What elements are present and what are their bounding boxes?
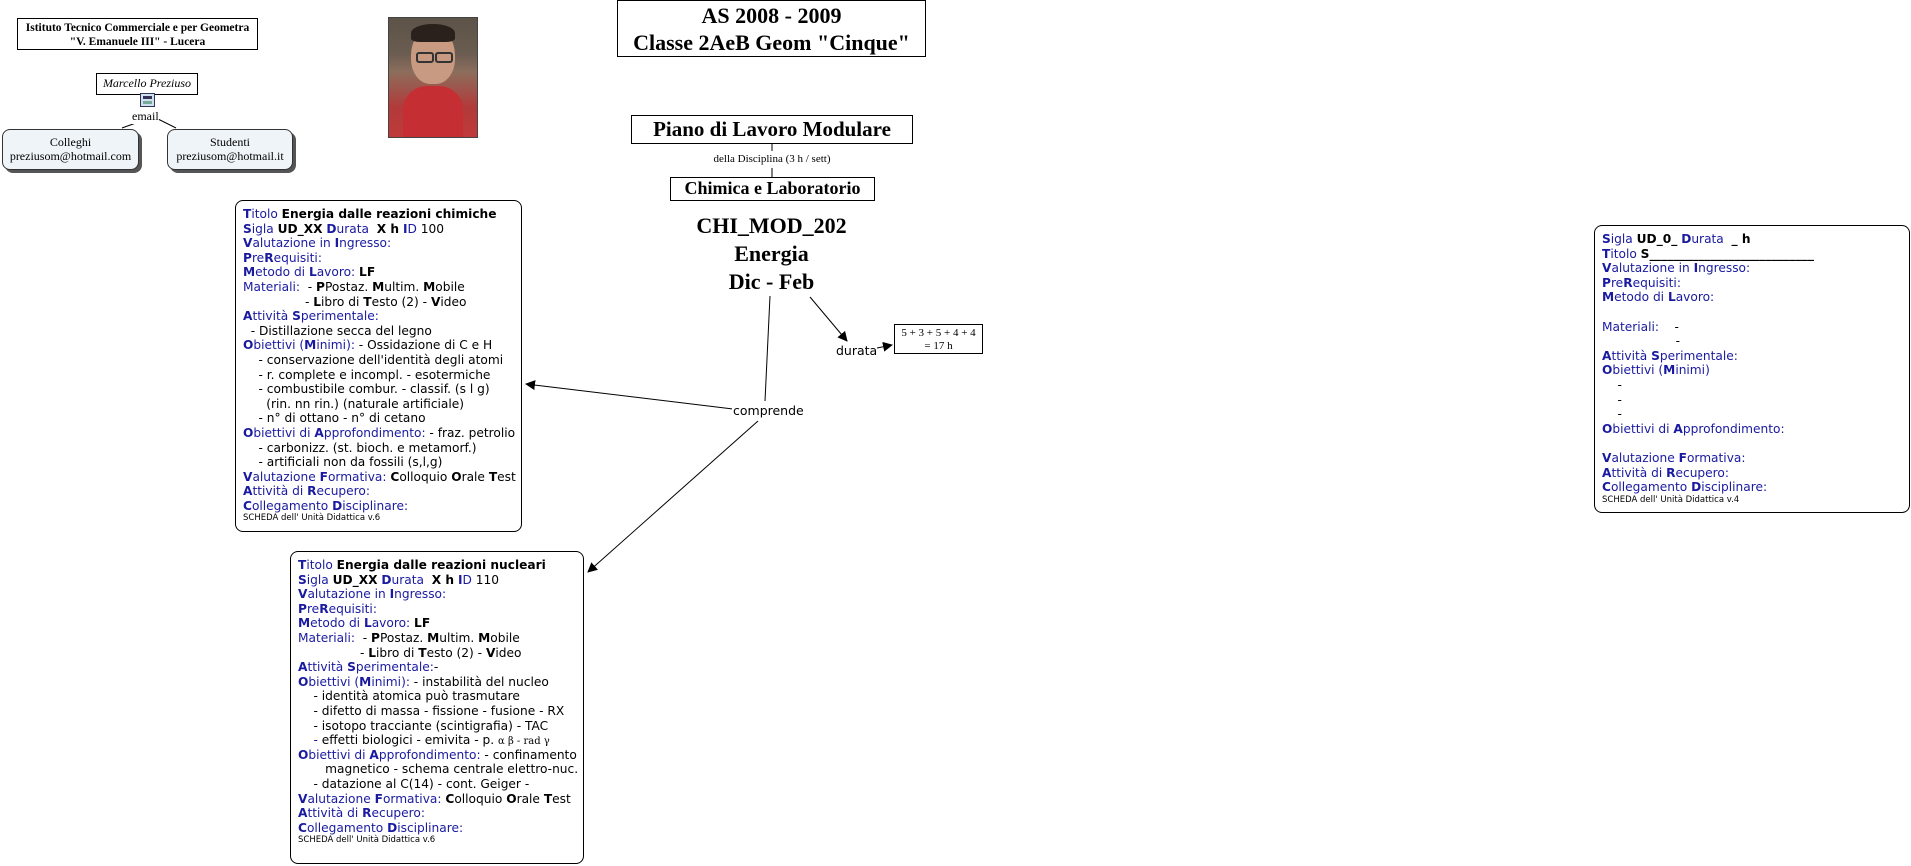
header-box xyxy=(617,0,926,57)
school-location: "V. Emanuele III" - Lucera xyxy=(69,36,206,48)
duration-box xyxy=(894,324,983,354)
unit-card-template[interactable]: Sigla UD_0_ Durata _ h Titolo S___________________________ Valutazione in Ingresso: PreRequisiti: Metodo di Lavoro: Materiali: - - Attività Sperimentale: Obiettivi (Minimi) - - - Obiettivi di Approfondimento: Valutazione Formativa: Attività di Recupero: Collegamento Disciplinare: SCHEDA dell' Unità Didattica v.4 xyxy=(1594,225,1910,513)
school-name: Istituto Tecnico Commerciale e per Geometra xyxy=(25,22,250,34)
unit-card-nuclear[interactable]: Titolo Energia dalle reazioni nucleari Sigla UD_XX Durata X h ID 110 Valutazione in Ingresso: PreRequisiti: Metodo di Lavoro: LF Materiali: - PPostaz. Multim. Mobile - Libro di Testo (2) - Video Attività Sperimentale:- Obiettivi (Minimi): - instabilità del nucleo - identità atomica può trasmutare - difetto di massa - fissione - fusione - RX - isotopo tracciante (scintigrafia) - TAC - effetti biologici - emivita - p. α β - rad γ Obiettivi di Approfondimento: - confinamento magnetico - schema centrale elettro-nuc. - datazione al C(14) - cont. Geiger - Valutazione Formativa: Colloquio Orale Test Attività di Recupero: Collegamento Disciplinare: SCHEDA dell' Unità Didattica v.6 xyxy=(290,551,584,864)
unit-card-chemical[interactable]: Titolo Energia dalle reazioni chimiche Sigla UD_XX Durata X h ID 100 Valutazione in Ingresso: PreRequisiti: Metodo di Lavoro: LF Materiali: - PPostaz. Multim. Mobile - Libro di Testo (2) - Video Attività Sperimentale: - Distillazione secca del legno Obiettivi (Minimi): - Ossidazione di C e H - conservazione dell'identità degli atomi - r. complete e incompl. - esotermiche - combustibile combur. - classif. (s l g) (rin. nn rin.) (naturale artificiale) - n° di ottano - n° di cetano Obiettivi di Approfondimento: - fraz. petrolio - carbonizz. (st. bioch. e metamorf.) - artificiali non da fossili (s,l,g) Valutazione Formativa: Colloquio Orale Test Attività di Recupero: Collegamento Disciplinare: SCHEDA dell' Unità Didattica v.6 xyxy=(235,200,522,532)
email-label: email xyxy=(132,109,159,123)
module-block xyxy=(670,212,873,296)
author-name: Marcello Preziuso xyxy=(102,76,192,90)
school-box xyxy=(17,18,258,50)
plan-link-label: della Disciplina (3 h / sett) xyxy=(713,153,831,165)
contact-colleghi[interactable] xyxy=(2,129,139,170)
contact-colleghi-email[interactable]: preziusom@hotmail.com xyxy=(9,149,132,163)
module-name: Energia xyxy=(734,241,809,266)
contact-studenti[interactable] xyxy=(167,129,293,170)
subject-name: Chimica e Laboratorio xyxy=(684,178,861,198)
card1-footer: SCHEDA dell' Unità Didattica v.6 xyxy=(243,513,381,524)
card1-title: Energia dalle reazioni chimiche xyxy=(281,207,497,221)
contact-colleghi-label: Colleghi xyxy=(49,135,92,149)
duration-sum: 5 + 3 + 5 + 4 + 4 xyxy=(901,327,976,339)
contact-studenti-email[interactable]: preziusom@hotmail.it xyxy=(176,149,284,163)
module-code: CHI_MOD_202 xyxy=(696,213,847,238)
email-icon[interactable] xyxy=(140,93,155,107)
module-period: Dic - Feb xyxy=(728,269,815,294)
card2-title: Energia dalle reazioni nucleari xyxy=(336,558,546,572)
contact-studenti-label: Studenti xyxy=(209,135,250,149)
duration-total: = 17 h xyxy=(924,340,953,352)
card2-footer: SCHEDA dell' Unità Didattica v.6 xyxy=(298,835,436,846)
author-name-box xyxy=(96,73,198,95)
plan-title: Piano di Lavoro Modulare xyxy=(653,117,891,141)
comprende-label: comprende xyxy=(733,403,804,418)
plan-title-box xyxy=(631,115,913,144)
durata-label: durata xyxy=(836,343,878,358)
class-name: Classe 2AeB Geom "Cinque" xyxy=(633,30,910,55)
author-photo xyxy=(388,17,478,138)
subject-box xyxy=(670,177,875,201)
card3-footer: SCHEDA dell' Unità Didattica v.4 xyxy=(1602,494,1740,505)
school-year: AS 2008 - 2009 xyxy=(701,3,842,28)
